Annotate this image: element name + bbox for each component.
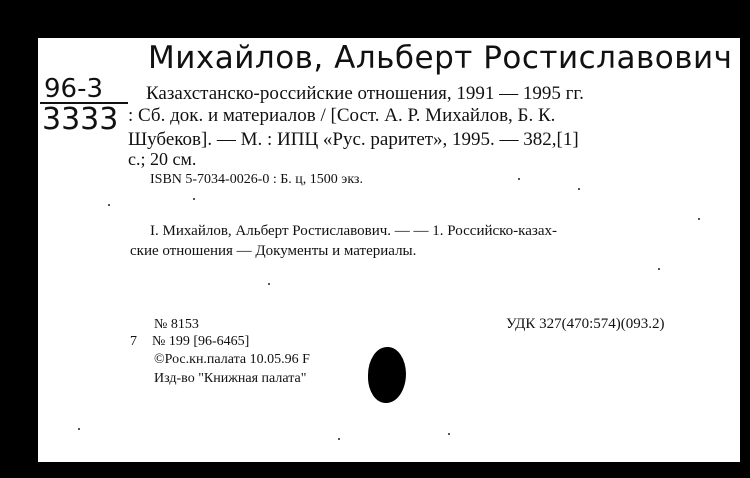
speck [448,433,450,435]
speck [698,218,700,220]
tracing-line-1: I. Михайлов, Альберт Ростиславович. — — 1. Российско-казах- [150,223,557,239]
description-line-1: Казахстанско-российские отношения, 1991 — 1995 гг. [146,83,584,104]
publisher-line: Изд-во "Книжная палата" [154,371,307,386]
record-number: № 8153 [154,317,199,332]
speck [338,438,340,440]
speck [578,188,580,190]
isbn-line: ISBN 5-7034-0026-0 : Б. ц, 1500 экз. [150,172,363,187]
catalog-card [38,38,740,462]
ink-blot [368,347,406,403]
shelfmark-line-2: 3333 [42,102,119,137]
udk-code: УДК 327(470:574)(093.2) [506,316,665,332]
speck [108,204,110,206]
speck [518,178,520,180]
speck [78,428,80,430]
shelfmark-line-1: 96-3 [44,74,104,104]
registration-number: № 199 [96-6465] [152,334,250,349]
handwritten-heading: Михайлов, Альберт Ростиславович [148,40,733,76]
description-line-3: Шубеков]. — М. : ИПЦ «Рус. раритет», 1995. — 382,[1] [128,129,579,150]
book-chamber-stamp: ©Рос.кн.палата 10.05.96 F [154,352,310,367]
description-line-4: с.; 20 см. [128,149,197,169]
speck [268,283,270,285]
tracing-line-2: ские отношения — Документы и материалы. [130,243,417,259]
description-line-2: : Сб. док. и материалов / [Сост. А. Р. Михайлов, Б. К. [128,105,556,126]
number-prefix: 7 [130,334,137,349]
speck [658,268,660,270]
speck [193,198,195,200]
